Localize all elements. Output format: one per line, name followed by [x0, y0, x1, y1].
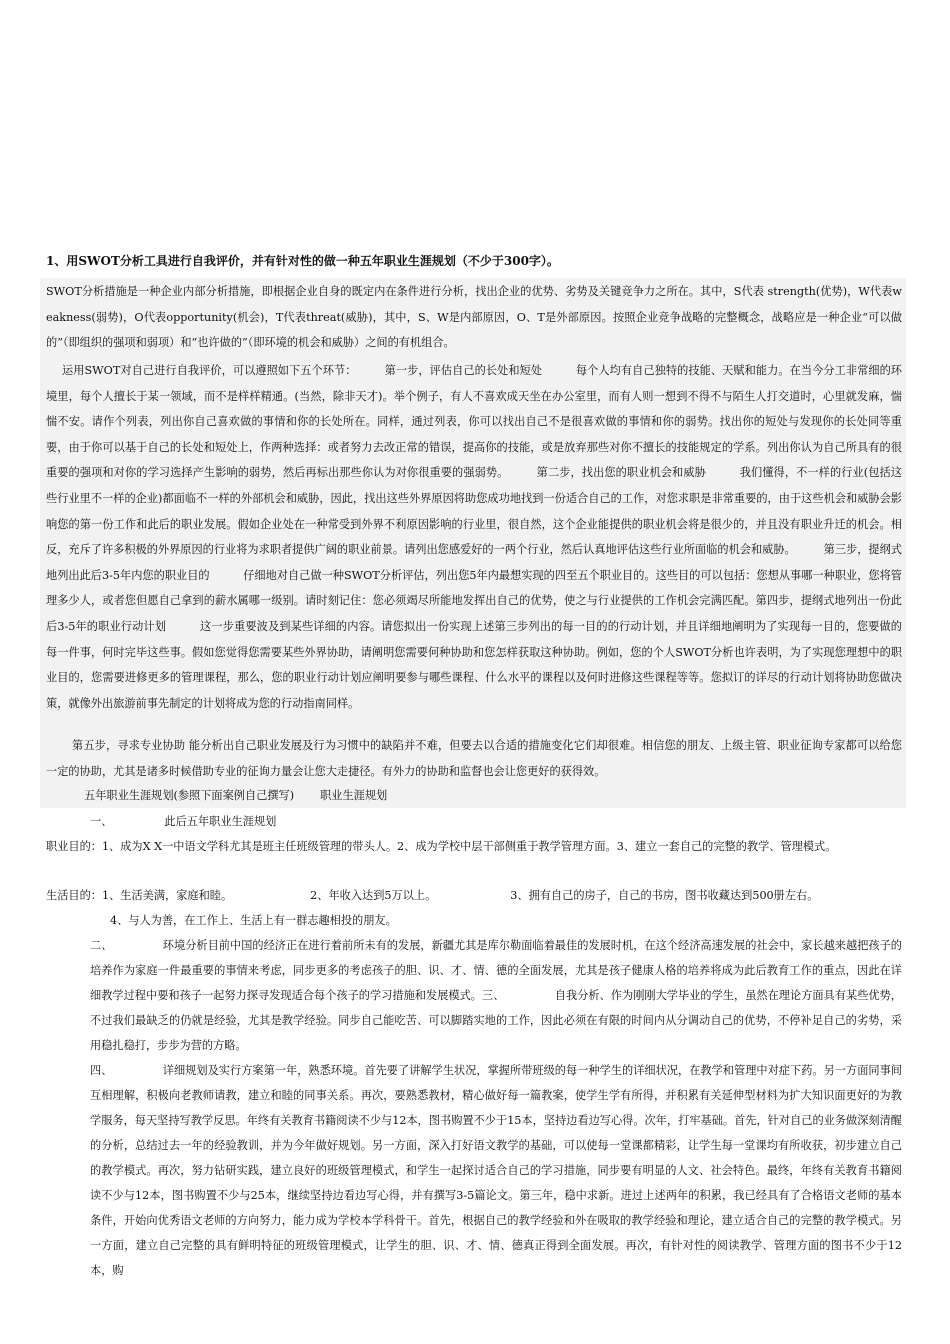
swot-intro-paragraph: SWOT分析措施是一种企业内部分析措施，即根据企业自身的既定内在条件进行分析，找出企业的优势、劣势及关键竞争力之所在。其中，S代表 strength(优势)，W代表weakness(弱势)，O代表opportunity(机会)，T代表threat(威胁)，其中，S、W是内部原因，O、T是外部原因。按照企业竞争战略的完整概念，战略应是一种企业“可以做的”（即组织的强项和弱项）和“也许做的”（即环境的机会和威胁）之间的有机组合。 — [46, 285, 902, 350]
life-goal-label: 生活目的： — [46, 889, 102, 902]
step5-paragraph: 第五步，寻求专业协助 能分析出自己职业发展及行为习惯中的缺陷并不难，但要去以合适的措施变化它们却很难。相信您的朋友、上级主管、职业征询专家都可以给您一定的协助，尤其是诸多时候借助专业的征询力量会让您大走捷径。有外力的协助和监督也会让您更好的获得效。 — [46, 739, 902, 778]
plan-title-b: 职业生涯规划 — [320, 789, 388, 802]
life-goal-4: 4、与人为善，在工作上、生活上有一群志趣相投的朋友。 — [110, 914, 397, 927]
life-goal-line — [46, 884, 818, 908]
life-goal-1: 1、生活美满，家庭和睦。 — [101, 889, 233, 902]
section1-title-line — [90, 810, 276, 834]
life-goal-3: 3、拥有自己的房子，自己的书房，图书收藏达到500册左右。 — [510, 889, 819, 902]
question-heading: 1、用SWOT分析工具进行自我评价，并有针对性的做一种五年职业生涯规划（不少于300字）。 — [46, 254, 559, 268]
section2-3-paragraph: 二、 环境分析目前中国的经济正在进行着前所未有的发展，新疆尤其是库尔勒面临着最佳的发展时机，在这个经济高速发展的社会中，家长越来越把孩子的培养作为家庭一件最重要的事情来考虑，同步更多的考虑孩子的胆、识、才、情、德的全面发展，尤其是孩子健康人格的培养将成为此后教育工作的重点，因此在详细教学过程中要和孩子一起努力探寻发现适合每个孩子的学习措施和发展模式。三、 自我分析、作为刚刚大学毕业的学生，虽然在理论方面具有某些优势，不过我们最缺乏的仍就是经验，尤其是教学经验。同步自己能吃苦、可以脚踏实地的工作，因此必须在有限的时间内从分调动自己的优势，不停补足自己的劣势，采用稳扎稳打，步步为营的方略。 — [90, 939, 902, 1052]
career-goal-paragraph: 职业目的：1、成为X X一中语文学科尤其是班主任班级管理的带头人。2、成为学校中层干部侧重于教学管理方面。3、建立一套自己的完整的教学、管理模式。 — [46, 840, 837, 853]
section1-title: 此后五年职业生涯规划 — [164, 815, 277, 828]
section4-paragraph: 四、 详细规划及实行方案第一年，熟悉环境。首先要了讲解学生状况，掌握所带班级的每一种学生的详细状况，在教学和管理中对症下药。另一方面同事间互相理解，积极向老教师请教，建立和睦的同事关系。再次，要熟悉教材，精心做好每一篇教案，使学生学有所得，并积累有关延伸型材料为扩大知识面更好的为教学服务，每天坚持写教学反思。年终有关教育书籍阅读不少与12本，图书购置不少于15本，坚持边看边写心得。次年，打牢基础。首先，针对自己的业务做深刻清醒的分析，总结过去一年的经验教训，并为今年做好规划。另一方面，深入打好语文教学的基础，可以使每一堂课都精彩，让学生每一堂课均有所收获，初步建立自己的教学模式。再次，努力钻研实践，建立良好的班级管理模式，和学生一起探讨适合自己的学习措施，同步要有明显的人文、社会特色。最终，年终有关教育书籍阅读不少与12本，图书购置不少与25本，继续坚持边看边写心得，并有撰写3-5篇论文。第三年，稳中求新。进过上述两年的积累，我已经具有了合格语文老师的基本条件，开始向优秀语文老师的方向努力，能力成为学校本学科骨干。首先，根据自己的教学经验和外在吸取的教学经验和理论，建立适合自己的完整的教学模式。另一方面，建立自己完整的具有鲜明特征的班级管理模式，让学生的胆、识、才、情、德真正得到全面发展。再次，有针对性的阅读教学、管理方面的图书不少于12本，购 — [90, 1064, 902, 1277]
plan-title-a: 五年职业生涯规划(参照下面案例自己撰写) — [84, 789, 295, 802]
plan-title-line — [84, 784, 387, 808]
section1-number: 一、 — [90, 815, 113, 828]
swot-steps-paragraph: 运用SWOT对自己进行自我评价，可以遵照如下五个环节： 第一步，评估自己的长处和短处 每个人均有自己独特的技能、天赋和能力。在当今分工非常细的环境里，每个人擅长于某一领域，而不是样样精通。(当然，除非天才)。举个例子，有人不喜欢成天坐在办公室里，而有人则一想到不得不与陌生人打交道时，心里就发麻，惴惴不安。请作个列表，列出你自己喜欢做的事情和你的长处所在。同样，通过列表，你可以找出自己不是很喜欢做的事情和你的弱势。找出你的短处与发现你的长处同等重要，由于你可以基于自己的长处和短处上，作两种选择：或者努力去改正常的错误，提高你的技能，或是放弃那些对你不擅长的技能规定的学系。列出你认为自己所具有的很重要的强项和对你的学习选择产生影响的弱势，然后再标出那些你认为对你很重要的强弱势。 第二步，找出您的职业机会和威胁 我们懂得，不一样的行业(包括这些行业里不一样的企业)都面临不一样的外部机会和威胁，因此，找出这些外界原因将助您成功地找到一份适合自己的工作，对您求职是非常重要的，由于这些机会和威胁会影响您的第一份工作和此后的职业发展。假如企业处在一种常受到外界不利原因影响的行业里，很自然，这个企业能提供的职业机会将是很少的，并且没有职业升迁的机会。相反，充斥了许多积极的外界原因的行业将为求职者提供广阔的职业前景。请列出您感爱好的一两个行业，然后认真地评估这些行业所面临的机会和威胁。 第三步，提纲式地列出此后3-5年内您的职业目的 仔细地对自己做一种SWOT分析评估，列出您5年内最想实现的四至五个职业目的。这些目的可以包括：您想从事哪一种职业，您将管理多少人，或者您但愿自己拿到的薪水属哪一级别。请时刻记住：您必须竭尽所能地发挥出自己的优势，使之与行业提供的工作机会完满匹配。第四步，提纲式地列出一份此后3-5年的职业行动计划 这一步重要波及到某些详细的内容。请您拟出一份实现上述第三步列出的每一目的的行动计划，并且详细地阐明为了实现每一目的，您要做的每一件事，何时完毕这些事。假如您觉得您需要某些外界协助，请阐明您需要何种协助和您怎样获取这种协助。例如，您的个人SWOT分析也许表明，为了实现您理想中的职业目的，您需要进修更多的管理课程，那么，您的职业行动计划应阐明要参与哪些课程、什么水平的课程以及何时进修这些课程等等。您拟订的详尽的行动计划将协助您做决策，就像外出旅游前事先制定的计划将成为您的行动指南同样。 — [46, 364, 902, 710]
life-goal-2: 2、年收入达到5万以上。 — [310, 889, 437, 902]
